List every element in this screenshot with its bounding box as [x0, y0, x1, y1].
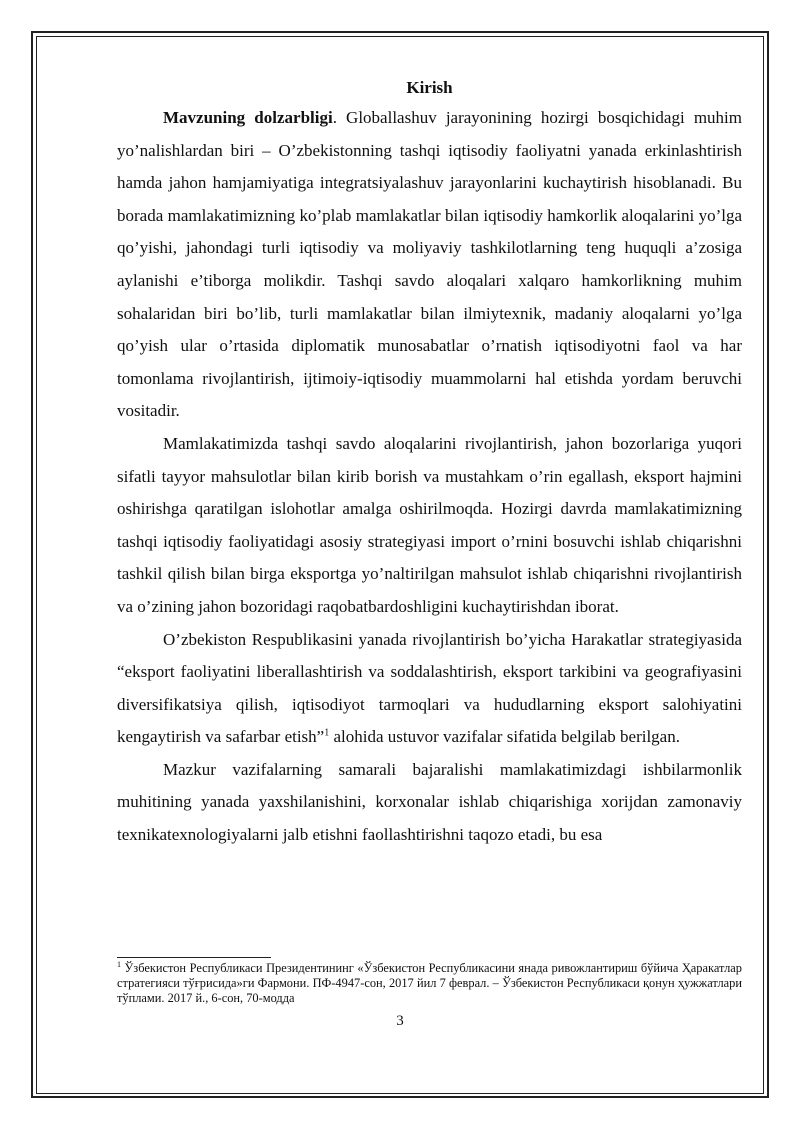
- paragraph-strategy: [117, 624, 742, 754]
- paragraph-trade: Mamlakatimizda tashqi savdo aloqalarini rivojlantirish, jahon bozorlariga yuqori sifatli tayyor mahsulotlar bilan kirib borish va mustahkam o’rin egallash, eksport hajmini oshirishga qaratilgan islohotlar amalga oshirilmoqda. Hozirgi davrda mamlakatimizning tashqi iqtisodiy faoliyatidagi asosiy strategiyasi import o’rnini bosuvchi ishlab chiqarishni tashkil qilish bilan birga eksportga yo’naltirilgan mahsulot ishlab chiqarishni rivojlantirish va o’zining jahon bozoridagi raqobatbardoshligini kuchaytirishdan iborat.: [117, 433, 742, 616]
- document-body: [117, 72, 742, 852]
- paragraph-lead: Mavzuning dolzarbligi: [163, 108, 333, 127]
- paragraph-tasks: Mazkur vazifalarning samarali bajaralishi mamlakatimizdagi ishbilarmonlik muhitining yanada yaxshilanishini, korxonalar ishlab chiqarishiga xorijdan zamonaviy texnikatexnologiyalarni jalb etishni faollashtirishni taqozo etadi, bu esa: [117, 759, 742, 845]
- paragraph-text: . Globallashuv jarayonining hozirgi bosqichidagi muhim yo’nalishlardan biri – O’zbekistonning tashqi iqtisodiy faoliyatni yanada erkinlashtirish hamda jahon hamjamiyatiga integratsiyalashuv jarayonlarini kuchaytirish hisoblanadi. Bu borada mamlakatimizning ko’plab mamlakatlar bilan iqtisodiy hamkorlik aloqalarini yo’lga qo’yishi, jahondagi turli iqtisodiy va moliyaviy tashkilotlarning teng huquqli a’zosiga aylanishi e’tiborga molikdir. Tashqi savdo aloqalari xalqaro hamkorlikning muhim sohalaridan biri bo’lib, turli mamlakatlar bilan ilmiytexnik, madaniy aloqalarni yo’lga qo’yish ular o’rtasida diplomatik munosabatlar o’rnatish iqtisodiyotni faol va har tomonlama rivojlantirish, ijtimoiy-iqtisodiy muammolarni hal etishda yordam beruvchi vositadir.: [117, 108, 742, 421]
- footnote: [117, 961, 742, 1006]
- footnote-marker: 1: [117, 959, 121, 969]
- page-number: 3: [396, 1013, 404, 1029]
- footnote-separator: [117, 957, 271, 958]
- section-title: Kirish: [406, 78, 453, 97]
- footnote-ref[interactable]: 1: [324, 727, 330, 739]
- footnote-text: Ўзбекистон Республикаси Президентининг «Ўзбекистон Республикасини янада ривожлантириш бўйича Ҳаракатлар стратегияси тўғрисида»ги Фармони. ПФ-4947-сон, 2017 йил 7 феврал. – Ўзбекистон Республикаси қонун ҳужжатлари тўплами. 2017 й., 6-сон, 70-модда: [117, 961, 742, 1005]
- paragraph-text: O’zbekiston Respublikasini yanada rivojlantirish bo’yicha Harakatlar strategiyasida “eksport faoliyatini liberallashtirish va soddalashtirish, eksport tarkibini va geografiyasini diversifikatsiya qilish, iqtisodiyot tarmoqlari va hududlarning eksport salohiyatini kengaytirish va safarbar etish”: [117, 629, 742, 747]
- paragraph-text: alohida ustuvor vazifalar sifatida belgilab berilgan.: [329, 727, 680, 747]
- paragraph-relevance: [117, 102, 742, 428]
